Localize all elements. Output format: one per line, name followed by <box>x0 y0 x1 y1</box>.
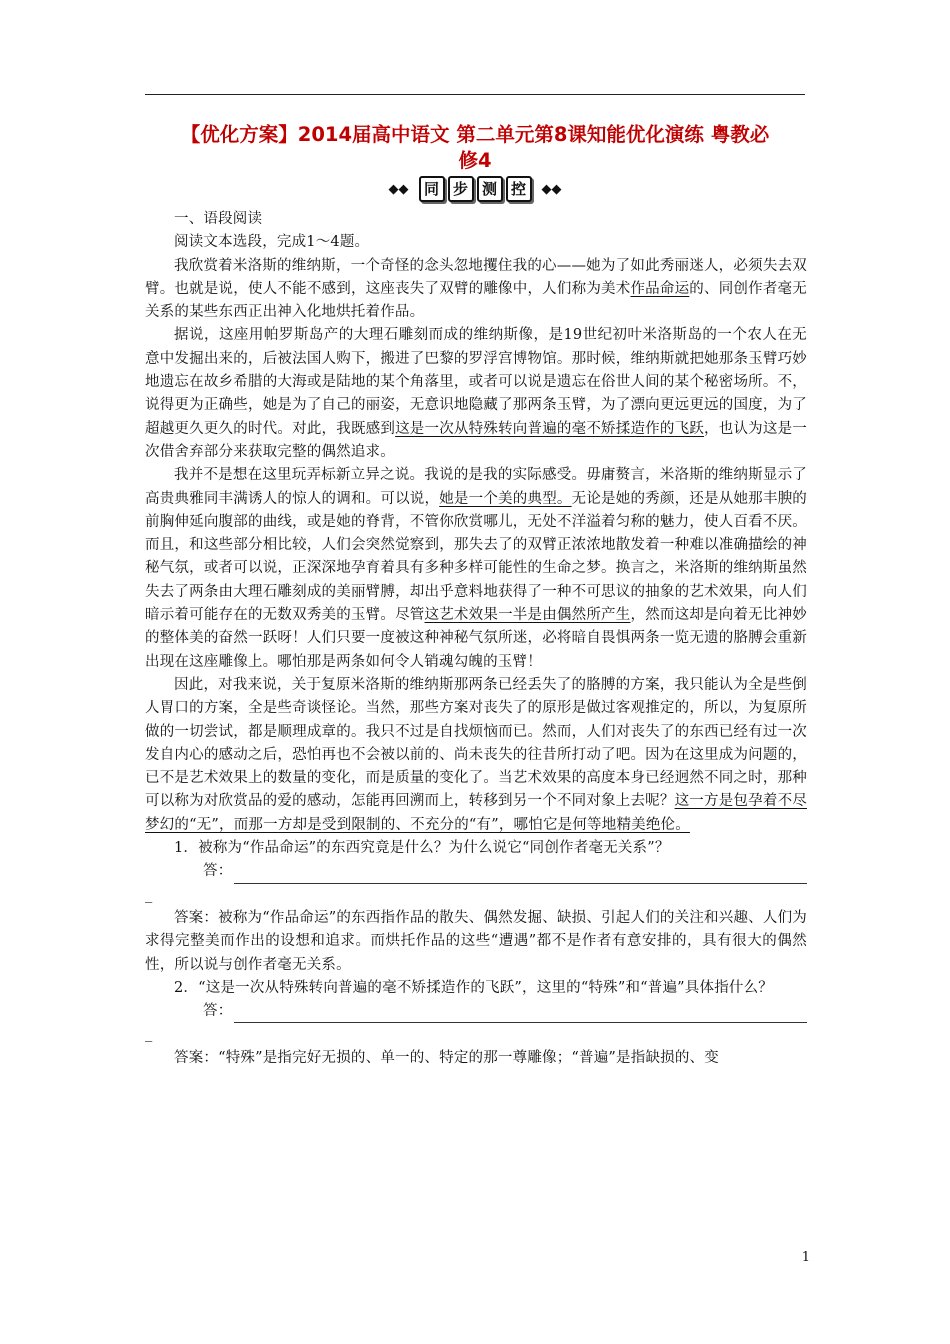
diamond-icon: ◆◆ <box>388 181 409 197</box>
answer-1: 答案：被称为“作品命运”的东西指作品的散失、偶然发掘、缺损、引起人们的关注和兴趣、人们为求得完整美而作出的设想和追求。而烘托作品的这些“遭遇”都不是作者有意安排的，具有很大的偶然性，所以说与创作者毫无关系。 <box>145 909 807 973</box>
passage-text: 据说，这座用帕罗斯岛产的大理石雕刻而成的维纳斯像，是19世纪初叶米洛斯岛的一个农人在无意中发掘出来的，后被法国人购下，搬进了巴黎的罗浮宫博物馆。那时候，维纳斯就把她那条玉臂巧妙地遗忘在故乡希腊的大海或是陆地的某个角落里，或者可以说是遗忘在俗世人间的某个秘密场所。不，说得更为正确些，她是为了自己的丽姿，无意识地隐藏了那两条玉臂，为了漂向更远更远的国度，为了超越更久更久的时代。对此，我既感到 <box>145 327 807 437</box>
answer-label: 答： <box>203 1003 233 1020</box>
title-line-1: 【优化方案】2014届高中语文 第二单元第8课知能优化演练 粤教必 <box>180 123 770 146</box>
banner-char: 同 <box>419 176 445 202</box>
question-2: 2．“这是一次从特殊转向普遍的毫不矫揉造作的飞跃”，这里的“特殊”和“普遍”具体指什么？ <box>174 979 773 996</box>
section-banner <box>145 176 805 202</box>
answer-dash: _ <box>145 1026 153 1043</box>
underlined-phrase: 这是一次从特殊转向普遍的毫不矫揉造作的飞跃 <box>395 420 705 437</box>
passage-paragraph-4 <box>145 674 807 837</box>
header-rule <box>145 94 805 95</box>
answer-2: 答案：“特殊”是指完好无损的、单一的、特定的那一尊雕像；“普遍”是指缺损的、变 <box>174 1049 719 1066</box>
underlined-phrase: 这一方是包孕着不尽梦幻的“无”，而那一方却是受到限制的、不充分的“有”，哪怕它是何等地精美绝伦。 <box>145 793 807 833</box>
passage-paragraph-1 <box>145 255 807 325</box>
underlined-phrase: 她是一个美的典型。 <box>439 490 572 507</box>
document-title <box>145 122 805 174</box>
banner-label <box>419 176 532 202</box>
answer-label: 答： <box>203 863 233 880</box>
answer-dash: _ <box>145 886 153 903</box>
underlined-phrase: 这艺术效果一半是由偶然所产生 <box>424 607 631 624</box>
passage-text: 我欣赏着米洛斯的维纳斯，一个奇怪的念头忽地攫住我的心——她为了如此秀丽迷人，必须失去双臂。也就是说，使人不能不感到，这座丧失了双臂的雕像中，人们称为美术 <box>145 257 807 297</box>
passage-text: ，也认为这是一次借舍弃部分来获取完整的偶然追求。 <box>145 420 807 460</box>
underlined-phrase: 作品命运 <box>630 280 690 297</box>
document-body <box>145 208 807 1070</box>
passage-text: 因此，对我来说，关于复原米洛斯的维纳斯那两条已经丢失了的胳膊的方案，我只能认为全是些倒人胃口的方案，全是些奇谈怪论。当然，那些方案对丧失了的原形是做过客观推定的，所以，为复原所做的一切尝试，都是顺理成章的。我只不过是自找烦恼而已。然而，人们对丧失了的东西已经有过一次发自内心的感动之后，恐怕再也不会被以前的、尚未丧失的往昔所打动了吧。因为在这里成为问题的，已不是艺术效果上的数量的变化，而是质量的变化了。当艺术效果的高度本身已经迥然不同之时，那种可以称为对欣赏品的爱的感动，怎能再回溯而上，转移到另一个不同对象上去呢？ <box>145 676 807 810</box>
banner-char: 步 <box>448 176 474 202</box>
answer-blank[interactable] <box>234 1006 807 1023</box>
passage-text: 无论是她的秀颜，还是从她那丰腴的前胸伸延向腹部的曲线，或是她的脊背，不管你欣赏哪儿，无处不洋溢着匀称的魅力，使人百看不厌。而且，和这些部分相比较，人们会突然觉察到，那失去了的双臂正浓浓地散发着一种难以准确描绘的神秘气氛，或者可以说，正深深地孕育着具有多种多样可能性的生命之梦。换言之，米洛斯的维纳斯虽然失去了两条由大理石雕刻成的美丽臂膊，却出乎意料地获得了一种不可思议的抽象的艺术效果，向人们暗示着可能存在的无数双秀美的玉臂。尽管 <box>145 490 807 624</box>
diamond-icon: ◆◆ <box>541 181 562 197</box>
question-1: 1．被称为“作品命运”的东西究竟是什么？为什么说它“同创作者毫无关系”？ <box>174 840 670 857</box>
passage-text: ，然而这却是向着无比神妙的整体美的奋然一跃呀！人们只要一度被这种神秘气氛所迷，必将暗自畏惧两条一览无遗的胳膊会重新出现在这座雕像上。哪怕那是两条如何令人销魂勾魄的玉臂！ <box>145 607 807 670</box>
section-instruction: 阅读文本选段，完成1～4题。 <box>174 234 370 251</box>
banner-char: 控 <box>506 176 532 202</box>
passage-text: 我并不是想在这里玩弄标新立异之说。我说的是我的实际感受。毋庸赘言，米洛斯的维纳斯显示了高贵典雅同丰满诱人的惊人的调和。可以说， <box>145 467 807 507</box>
title-line-2: 修4 <box>458 149 492 172</box>
passage-text: 的、同创作者毫无关系的某些东西正出神入化地烘托着作品。 <box>145 280 807 321</box>
passage-paragraph-2 <box>145 324 807 464</box>
banner-char: 测 <box>477 176 503 202</box>
answer-blank[interactable] <box>234 867 807 884</box>
page-number: 1 <box>801 1250 810 1265</box>
answer-line-2 <box>145 1000 807 1023</box>
answer-line-1 <box>145 860 807 883</box>
passage-paragraph-3 <box>145 464 807 674</box>
section-heading: 一、语段阅读 <box>174 211 263 227</box>
